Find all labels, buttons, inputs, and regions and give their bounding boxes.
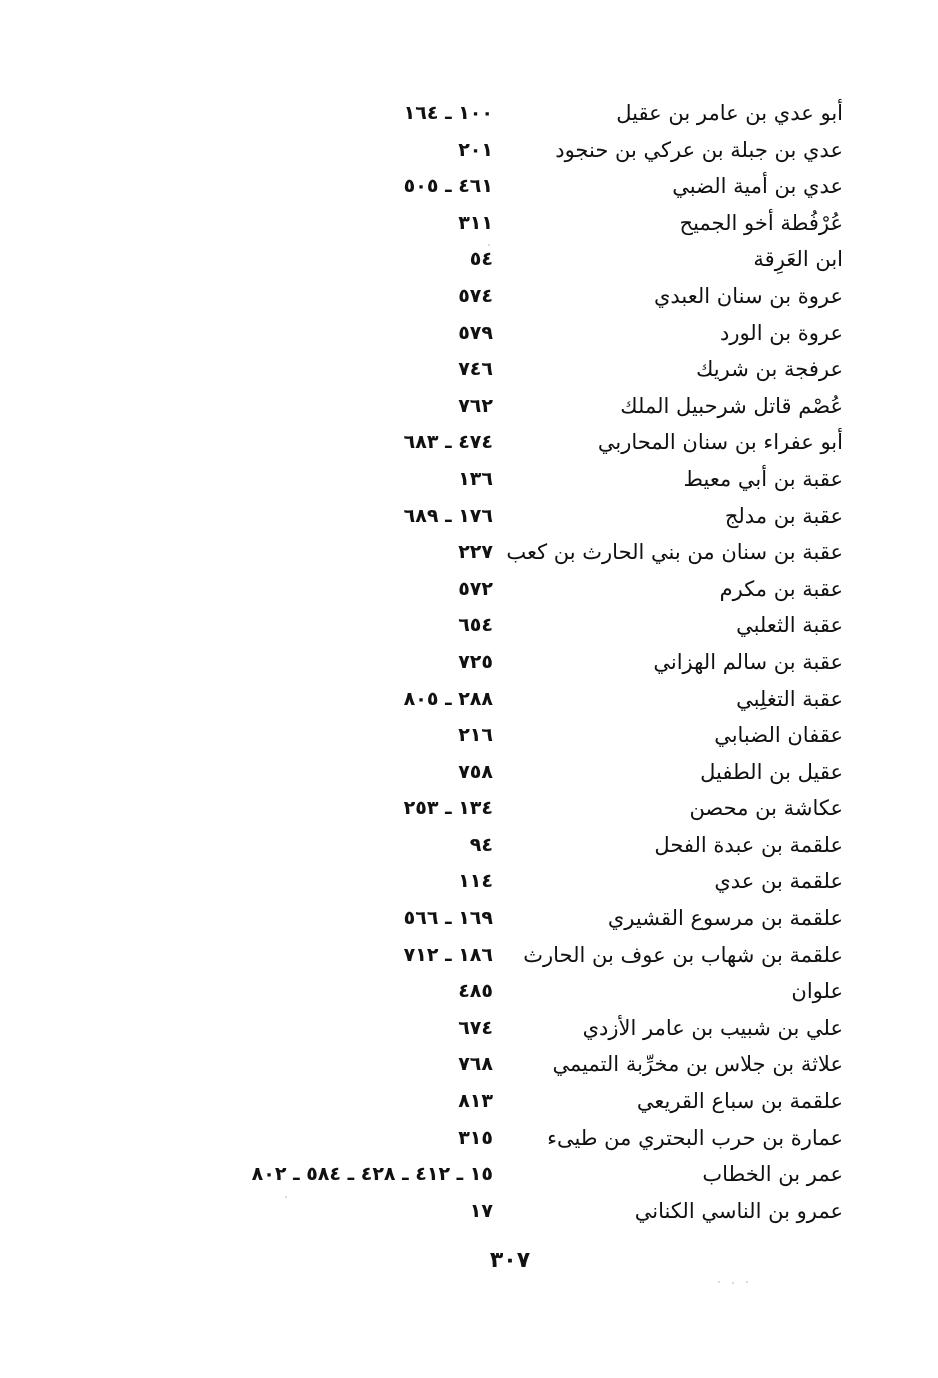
entry-name: عدي بن أمية الضبي	[672, 174, 843, 199]
entry-name: عمارة بن حرب البحتري من طيىء	[547, 1125, 843, 1150]
index-entry	[0, 462, 938, 499]
index-entry	[0, 279, 938, 316]
entry-name: أبو عدي بن عامر بن عقيل	[616, 101, 843, 125]
scan-speck	[488, 244, 490, 246]
entry-name: ابن العَرِقة	[753, 247, 843, 272]
index-entry	[0, 206, 938, 243]
entry-pages: ٥٤	[469, 248, 493, 271]
entry-pages: ٥٧٩	[458, 321, 493, 344]
entry-pages: ٤٧٤ ـ ٦٨٣	[403, 431, 493, 454]
entry-pages: ٦٧٤	[458, 1016, 493, 1039]
index-entries-list	[0, 96, 938, 1230]
entry-pages: ١١٤	[458, 870, 493, 893]
index-entry	[0, 242, 938, 279]
index-entry	[0, 1011, 938, 1048]
entry-pages: ٣١١	[458, 211, 493, 234]
entry-pages: ٥٧٤	[458, 284, 493, 307]
entry-pages: ١٣٦	[458, 467, 493, 490]
entry-pages: ٢٠١	[458, 138, 493, 161]
entry-name: عقبة بن مكرم	[719, 576, 843, 601]
entry-pages: ٢٢٧	[458, 541, 493, 564]
entry-name: علقمة بن سباع القريعي	[636, 1089, 843, 1114]
entry-pages: ٣١٥	[458, 1126, 493, 1149]
entry-pages: ٩٤	[469, 833, 493, 856]
index-entry	[0, 352, 938, 389]
entry-pages: ١٨٦ ـ ٧١٢	[403, 943, 493, 966]
entry-name: عروة بن الورد	[719, 320, 843, 345]
index-entry	[0, 316, 938, 353]
entry-pages: ١٠٠ ـ ١٦٤	[403, 102, 493, 124]
index-entry	[0, 755, 938, 792]
entry-pages: ٧٤٦	[458, 358, 493, 381]
index-entry	[0, 791, 938, 828]
index-entry	[0, 608, 938, 645]
entry-name: عكاشة بن محصن	[689, 796, 843, 821]
index-entry	[0, 535, 938, 572]
index-entry	[0, 133, 938, 170]
entry-pages: ٧٦٢	[458, 394, 493, 417]
entry-name: عدي بن جبلة بن عركي بن حنجود	[555, 137, 843, 162]
index-entry	[0, 1194, 938, 1231]
scan-speck	[285, 1196, 287, 1198]
entry-pages: ١٧٦ ـ ٦٨٩	[403, 504, 493, 527]
entry-name: عقبة بن مدلج	[724, 503, 843, 528]
entry-pages: ٥٧٢	[458, 577, 493, 600]
entry-name: عقبة بن أبي معيط	[683, 466, 843, 491]
index-entry	[0, 864, 938, 901]
scan-speck	[718, 1281, 720, 1283]
entry-pages: ١٦٩ ـ ٥٦٦	[403, 907, 493, 930]
entry-pages: ٦٥٤	[458, 614, 493, 637]
index-entry	[0, 1157, 938, 1194]
index-entry	[0, 1084, 938, 1121]
entry-pages: ٢١٦	[458, 724, 493, 747]
entry-name: علوان	[791, 979, 843, 1004]
index-entry	[0, 499, 938, 536]
entry-name: علقمة بن عدي	[714, 869, 843, 894]
entry-name: علقمة بن عبدة الفحل	[654, 832, 843, 857]
entry-name: علاثة بن جلاس بن مخرِّبة التميمي	[552, 1052, 843, 1077]
index-entry	[0, 572, 938, 609]
entry-name: علقمة بن شهاب بن عوف بن الحارث	[523, 942, 843, 967]
entry-name: عُصْم قاتل شرحبيل الملك	[620, 393, 843, 418]
index-entry	[0, 718, 938, 755]
entry-name: عقبة التغلِبي	[736, 686, 843, 711]
index-entry	[0, 828, 938, 865]
entry-pages: ١٣٤ ـ ٢٥٣	[403, 797, 493, 820]
entry-name: عقبة الثعلبي	[736, 613, 843, 638]
index-entry	[0, 389, 938, 426]
entry-name: عُرْفُطة أخو الجميح	[679, 210, 843, 235]
index-entry	[0, 974, 938, 1011]
index-entry	[0, 901, 938, 938]
page-number: ٣٠٧	[489, 1248, 531, 1273]
entry-pages: ١٧	[469, 1199, 493, 1222]
index-entry	[0, 96, 938, 133]
index-entry	[0, 1047, 938, 1084]
entry-pages: ١٥ ـ ٤١٢ ـ ٤٢٨ ـ ٥٨٤ ـ ٨٠٢	[251, 1163, 493, 1186]
index-entry	[0, 682, 938, 719]
entry-pages: ٨١٣	[458, 1090, 493, 1113]
scan-speck	[746, 1281, 748, 1283]
index-entry	[0, 169, 938, 206]
index-entry	[0, 1121, 938, 1158]
entry-name: عمر بن الخطاب	[702, 1162, 843, 1187]
entry-name: علقمة بن مرسوع القشيري	[607, 906, 843, 931]
entry-pages: ٤٦١ ـ ٥٠٥	[403, 175, 493, 198]
entry-pages: ٤٨٥	[458, 980, 493, 1003]
index-entry	[0, 938, 938, 975]
entry-name: علي بن شبيب بن عامر الأزدي	[582, 1015, 843, 1040]
entry-pages: ٧٢٥	[458, 650, 493, 673]
entry-name: عروة بن سنان العبدي	[653, 283, 843, 308]
entry-name: عقبة بن سالم الهزاني	[653, 649, 843, 674]
entry-name: عقفان الضبابي	[714, 723, 843, 748]
entry-name: عقبة بن سنان من بني الحارث بن كعب	[506, 540, 843, 565]
entry-pages: ٧٥٨	[458, 760, 493, 783]
entry-pages: ٧٦٨	[458, 1053, 493, 1076]
entry-name: عرفجة بن شريك	[696, 357, 843, 382]
entry-pages: ٢٨٨ ـ ٨٠٥	[403, 687, 493, 710]
entry-name: عمرو بن الناسي الكناني	[634, 1198, 843, 1223]
index-entry	[0, 425, 938, 462]
entry-name: أبو عفراء بن سنان المحاربي	[597, 430, 843, 455]
entry-name: عقيل بن الطفيل	[700, 759, 843, 784]
index-entry	[0, 645, 938, 682]
scan-speck	[732, 1282, 734, 1284]
